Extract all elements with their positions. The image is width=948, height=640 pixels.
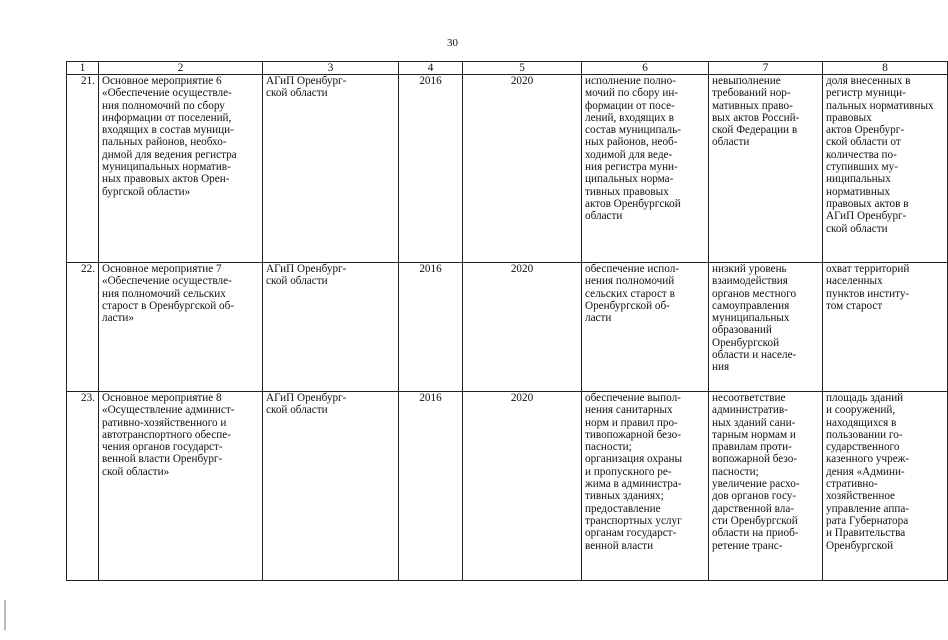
non-implementation-consequences: низкий уровень взаимодействия органов местного самоуправления муниципальных образований Оренбургской области и населе- ния [709,263,823,392]
end-year: 2020 [463,392,582,581]
table-row [67,392,948,581]
start-year: 2016 [399,75,463,263]
table-row [67,75,948,263]
column-number-4: 4 [399,62,463,75]
related-indicator: охват территорий населенных пунктов институ- том старост [823,263,948,392]
expected-result: исполнение полно- мочий по сбору ин- формации от посе- лений, входящих в состав муниципаль- ных районов, необ- ходимой для веде- ния регистра муни- ципальных норма- тивных правовых актов Оренбургской области [582,75,709,263]
end-year: 2020 [463,75,582,263]
start-year: 2016 [399,263,463,392]
table-row [67,263,948,392]
row-number: 22. [67,263,99,392]
related-indicator: доля внесенных в регистр муници- пальных нормативных правовых актов Оренбург- ской области от количества по- ступивших му- ниципальных нормативных правовых актов в АГиП Оренбург- ской области [823,75,948,263]
column-number-8: 8 [823,62,948,75]
row-number: 23. [67,392,99,581]
column-number-3: 3 [263,62,399,75]
event-name: Основное мероприятие 8 «Осуществление админист- ративно-хозяйственного и автотранспортного обеспе- чения органов государст- венной власти Оренбург- ской области» [99,392,263,581]
executor: АГиП Оренбург- ской области [263,392,399,581]
expected-result: обеспечение выпол- нения санитарных норм и правил про- тивопожарной безо- пасности; организация охраны и пропускного ре- жима в администра- тивных зданиях; предоставление транспортных услуг органам государст- венной власти [582,392,709,581]
column-number-1: 1 [67,62,99,75]
event-name: Основное мероприятие 6 «Обеспечение осуществле- ния полномочий по сбору информации от поселений, входящих в состав муници- пальных районов, необхо- димой для ведения регистра муниципальных норматив- ных правовых актов Орен- бургской области» [99,75,263,263]
end-year: 2020 [463,263,582,392]
start-year: 2016 [399,392,463,581]
row-number: 21. [67,75,99,263]
column-number-6: 6 [582,62,709,75]
table-header-row [67,62,948,75]
executor: АГиП Оренбург- ской области [263,263,399,392]
scan-edge-mark [4,600,6,630]
column-number-7: 7 [709,62,823,75]
expected-result: обеспечение испол- нения полномочий сельских старост в Оренбургской об- ласти [582,263,709,392]
page-number: 30 [447,37,458,49]
event-name: Основное мероприятие 7 «Обеспечение осуществле- ния полномочий сельских старост в Оренбургской об- ласти» [99,263,263,392]
executor: АГиП Оренбург- ской области [263,75,399,263]
non-implementation-consequences: несоответствие административ- ных зданий сани- тарным нормам и правилам проти- вопожарной безо- пасности; увеличение расхо- дов органов госу- дарственной вла- сти Оренбургской области на приоб- ретение транс- [709,392,823,581]
column-number-2: 2 [99,62,263,75]
program-events-table [66,61,948,581]
non-implementation-consequences: невыполнение требований нор- мативных право- вых актов Россий- ской Федерации в области [709,75,823,263]
related-indicator: площадь зданий и сооружений, находящихся в пользовании го- сударственного казенного учреж- дения «Админи- стративно- хозяйственное управление аппа- рата Губернатора и Правительства Оренбургской [823,392,948,581]
column-number-5: 5 [463,62,582,75]
